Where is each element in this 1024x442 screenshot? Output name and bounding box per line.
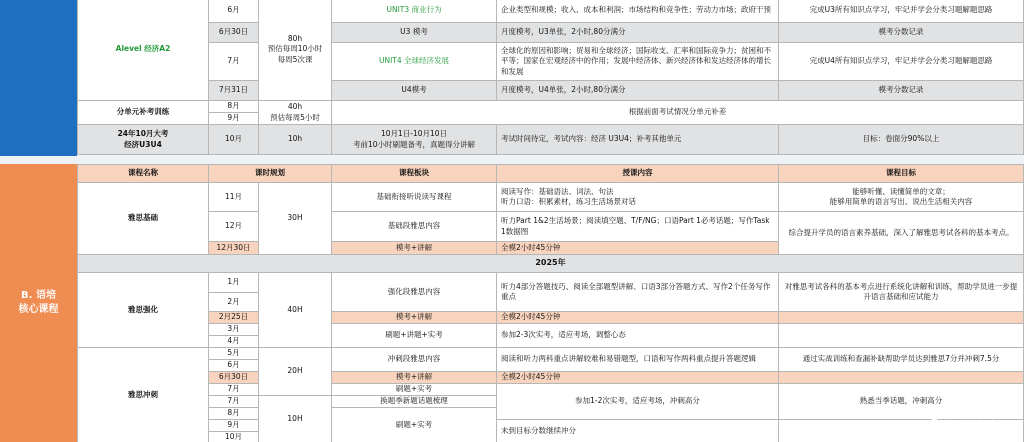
module-cell: 基础衔接听说读写课程: [332, 183, 497, 212]
unit-cell: U3 模考: [332, 23, 497, 43]
month-cell: 10月: [209, 432, 259, 442]
month-cell: 12月30日: [209, 242, 259, 255]
month-cell: 8月: [209, 408, 259, 420]
month-cell: 6月30日: [209, 23, 259, 43]
unit-cell: UNIT4 全球经济发展: [332, 43, 497, 81]
teach-cell: 全模2小时45分钟: [497, 372, 779, 384]
module-cell: 模考+讲解: [332, 312, 497, 324]
section-b-table: [77, 164, 1024, 442]
group3-unit: 10月1日-10月10日 考前10小时刷题备考，真题得分讲解: [332, 125, 497, 155]
unit-cell: U4模考: [332, 81, 497, 101]
teach-cell: 参加2-3次实考，适应考场，调整心态: [497, 324, 779, 348]
header-module: 课程板块: [332, 165, 497, 183]
course-sprint-hours-2: 10H: [259, 396, 332, 442]
module-cell: 刷题+实考: [332, 408, 497, 442]
teach-cell: 全模2小时45分钟: [497, 312, 779, 324]
goal-cell: 完成U3所有知识点学习，牢记并学会分类习题解题思路: [779, 0, 1024, 23]
module-cell: 换题季新题话题梳理: [332, 396, 497, 408]
goal-cell: 完成U4所有知识点学习，牢记并学会分类习题解题思路: [779, 43, 1024, 81]
year-divider: 2025年: [78, 255, 1024, 273]
month-cell: 7月: [209, 43, 259, 81]
group1-hours: 80h 预估每周10小时 每周5次课: [259, 0, 332, 101]
module-cell: 模考+讲解: [332, 372, 497, 384]
goal-cell: 模考分数记录: [779, 23, 1024, 43]
month-cell: 7月: [209, 396, 259, 408]
course-intensive-name: 雅思强化: [78, 273, 209, 348]
module-cell: 刷题+讲题+实考: [332, 324, 497, 348]
month-cell: 5月: [209, 348, 259, 360]
month-cell: 6月30日: [209, 372, 259, 384]
teach-cell: 听力4部分答题技巧、阅读全部题型讲解、口语3部分答题方式、写作2个任务写作重点: [497, 273, 779, 312]
month-cell: 4月: [209, 336, 259, 348]
group3-content: 考试时间待定，考试内容：经济 U3U4；补考其他单元: [497, 125, 779, 155]
goal-cell: 通过实战训练和查漏补缺帮助学员达到雅思7分并冲刺7.5分: [779, 348, 1024, 372]
header-time: 课时规划: [209, 165, 332, 183]
module-cell: 冲刺段雅思内容: [332, 348, 497, 372]
course-basic-hours: 30H: [259, 183, 332, 255]
teach-cell: 听力Part 1&2生活场景；阅读填空题、T/F/NG；口语Part 1必考话题；写作Task 1数据图: [497, 212, 779, 242]
goal-cell: [779, 372, 1024, 384]
month-cell: 12月: [209, 212, 259, 242]
content-cell: 月度模考，U4单张，2小时,80分满分: [497, 81, 779, 101]
goal-cell: 熟悉当季话题，冲刺高分: [779, 384, 1024, 420]
goal-cell: 综合提升学员的语言素养基础，深入了解雅思考试各科的基本考点。: [779, 212, 1024, 255]
goal-cell: 对雅思考试各科的基本考点进行系统化讲解和训练，帮助学员进一步提升语言基础和应试能力: [779, 273, 1024, 312]
month-cell: 2月25日: [209, 312, 259, 324]
group3-goal: 目标：卷面分90%以上: [779, 125, 1024, 155]
header-name: 课程名称: [78, 165, 209, 183]
group3-hours: 10h: [259, 125, 332, 155]
group2-content: 根据前面考试情况分单元补差: [332, 101, 1024, 125]
month-cell: 1月: [209, 273, 259, 293]
group3-name: 24年10月大考 经济U3U4: [78, 125, 209, 155]
content-cell: 全球化的原因和影响；贸易和全球经济；国际收支、汇率和国际竞争力；贫困和不平等；国家在宏观经济中的作用；发展中经济体、新兴经济体和发达经济体的增长和发展: [497, 43, 779, 81]
goal-cell: 能够听懂、读懂简单的文章； 能够用简单的语言写出、说出生活相关内容: [779, 183, 1024, 212]
group1-name: Alevel 经济A2: [78, 0, 209, 101]
group2-name: 分单元补考训练: [78, 101, 209, 125]
section-b-side-band: [0, 164, 77, 442]
watermark-logo: [921, 404, 1016, 438]
course-basic-name: 雅思基础: [78, 183, 209, 255]
group2-hours: 40h 预估每周5小时: [259, 101, 332, 125]
teach-cell: 阅读写作：基础语法、词法、句法 听力口语：积累素材，练习生活场景对话: [497, 183, 779, 212]
month-cell: 3月: [209, 324, 259, 336]
month-cell: 11月: [209, 183, 259, 212]
goal-cell: [779, 312, 1024, 324]
section-b-label: B. 语培 核心课程: [18, 289, 59, 315]
module-cell: 基础段雅思内容: [332, 212, 497, 242]
content-cell: 企业类型和规模；收入、成本和利润；市场结构和竞争性；劳动力市场；政府干预: [497, 0, 779, 23]
course-sprint-name: 雅思冲刺: [78, 348, 209, 442]
course-sprint-hours-1: 20H: [259, 348, 332, 396]
section-separator: [0, 156, 1024, 164]
section-a-side-band: [0, 0, 77, 160]
month-cell: 10月: [209, 125, 259, 155]
module-cell: 模考+讲解: [332, 242, 497, 255]
module-cell: 刷题+实考: [332, 384, 497, 396]
month-cell: 9月: [209, 420, 259, 432]
month-cell: 6月: [209, 0, 259, 23]
month-cell: 7月: [209, 384, 259, 396]
month-cell: 9月: [209, 113, 259, 125]
month-cell: 8月: [209, 101, 259, 113]
content-cell: 月度模考，U3单张，2小时,80分满分: [497, 23, 779, 43]
goal-cell: [779, 324, 1024, 348]
teach-cell: 阅读和听力两科重点讲解较难和易错题型，口语和写作两科重点提升答题逻辑: [497, 348, 779, 372]
month-cell: 6月: [209, 360, 259, 372]
module-cell: 强化段雅思内容: [332, 273, 497, 312]
section-a-table: [77, 0, 1024, 155]
unit-cell: UNIT3 商业行为: [332, 0, 497, 23]
teach-cell: 参加1-2次实考，适应考场，冲刺高分: [497, 384, 779, 420]
teach-cell: 全模2小时45分钟: [497, 242, 779, 255]
watermark-text-cn: 佳日环球: [947, 408, 999, 421]
header-goal: 课程目标: [779, 165, 1024, 183]
teach-cell: 未到目标分数继续冲分: [497, 420, 779, 442]
month-cell: 7月31日: [209, 81, 259, 101]
watermark-text-en: X-NEW: [947, 423, 992, 432]
logo-icon: [921, 406, 947, 436]
course-intensive-hours: 40H: [259, 273, 332, 348]
goal-cell: 模考分数记录: [779, 81, 1024, 101]
header-teach: 授课内容: [497, 165, 779, 183]
month-cell: 2月: [209, 293, 259, 312]
